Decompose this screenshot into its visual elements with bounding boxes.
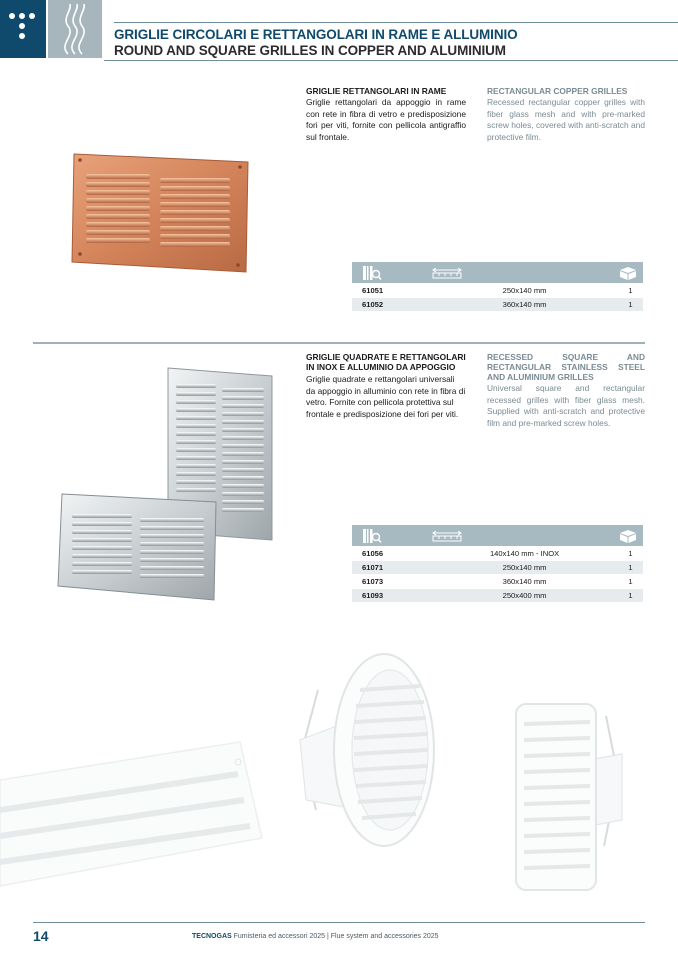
- product-size: 360x140 mm: [431, 575, 618, 589]
- copper-grille-image: [70, 150, 252, 275]
- table-header: [352, 262, 643, 284]
- product-qty: 1: [618, 589, 643, 603]
- section1-title-en: RECTANGULAR COPPER GRILLES: [487, 86, 628, 96]
- table-row: [352, 561, 643, 575]
- footer-caption: Fumisteria ed accessori 2025 | Flue system and accessories 2025: [233, 933, 439, 940]
- product-qty: 1: [618, 547, 643, 561]
- header-rule: [114, 22, 678, 23]
- product-size: 140x140 mm - INOX: [431, 547, 618, 561]
- product-size: 250x140 mm: [431, 284, 618, 298]
- product-qty: 1: [618, 561, 643, 575]
- page-title: GRIGLIE CIRCOLARI E RETTANGOLARI IN RAME E ALLUMINIO: [114, 27, 518, 42]
- section2-body-en: Universal square and rectangular recessed grilles with fiber glass mesh. Supplied with anti-scratch and protective film and pre-marked screw holes.: [487, 383, 645, 428]
- page-number: 14: [33, 928, 49, 944]
- table-header: [352, 525, 643, 547]
- product-size: 250x400 mm: [431, 589, 618, 603]
- table-row: [352, 575, 643, 589]
- product-code: 61073: [352, 575, 431, 589]
- table-row: [352, 284, 643, 298]
- section1-table: [352, 262, 643, 312]
- section2-title-it: GRIGLIE QUADRATE E RETTANGOLARI IN INOX E ALLUMINIO DA APPOGGIO: [306, 352, 466, 372]
- code-search-icon: [352, 262, 431, 284]
- section2-title-en: RECESSED SQUARE AND RECTANGULAR STAINLESS STEEL AND ALUMINIUM GRILLES: [487, 352, 645, 382]
- decorative-background-grilles: [0, 650, 678, 910]
- section2-table: [352, 525, 643, 603]
- product-code: 61071: [352, 561, 431, 575]
- code-search-icon: [352, 525, 431, 547]
- brand-logo-icon: [0, 0, 46, 58]
- dimension-ruler-icon: [431, 525, 618, 547]
- table-row: [352, 589, 643, 603]
- section1-body-en: Recessed rectangular copper grilles with fiber glass mesh and with pre-marked screw holes, covered with anti-scratch and protective film.: [487, 97, 645, 142]
- smoke-icon: [48, 0, 102, 58]
- package-box-icon: [618, 525, 643, 547]
- product-qty: 1: [618, 284, 643, 298]
- table-row: [352, 298, 643, 312]
- product-code: 61056: [352, 547, 431, 561]
- section1-title-it: GRIGLIE RETTANGOLARI IN RAME: [306, 86, 447, 96]
- section-divider: [33, 342, 645, 344]
- product-code: 61093: [352, 589, 431, 603]
- aluminium-grilles-image: [56, 364, 278, 602]
- section1-body-it: Griglie rettangolari da appoggio in rame con rete in fibra di vetro e predisposizione fori per viti, fornite con pellicola antigraffio sul frontale.: [306, 97, 466, 142]
- product-qty: 1: [618, 298, 643, 312]
- product-size: 360x140 mm: [431, 298, 618, 312]
- package-box-icon: [618, 262, 643, 284]
- footer-rule: [33, 922, 645, 923]
- product-qty: 1: [618, 575, 643, 589]
- product-code: 61051: [352, 284, 431, 298]
- dimension-ruler-icon: [431, 262, 618, 284]
- footer-text: [192, 933, 439, 940]
- product-size: 250x140 mm: [431, 561, 618, 575]
- page-subtitle: ROUND AND SQUARE GRILLES IN COPPER AND ALUMINIUM: [114, 43, 506, 58]
- table-row: [352, 547, 643, 561]
- header-rule-bottom: [104, 60, 678, 61]
- product-code: 61052: [352, 298, 431, 312]
- section2-body-it: Griglie quadrate e rettangolari universali da appoggio in alluminio con rete in fibra di vetro. Fornite con pellicola protettiva sul frontale e predisposizione dei fori per viti.: [306, 374, 466, 419]
- footer-brand: TECNOGAS: [192, 933, 232, 940]
